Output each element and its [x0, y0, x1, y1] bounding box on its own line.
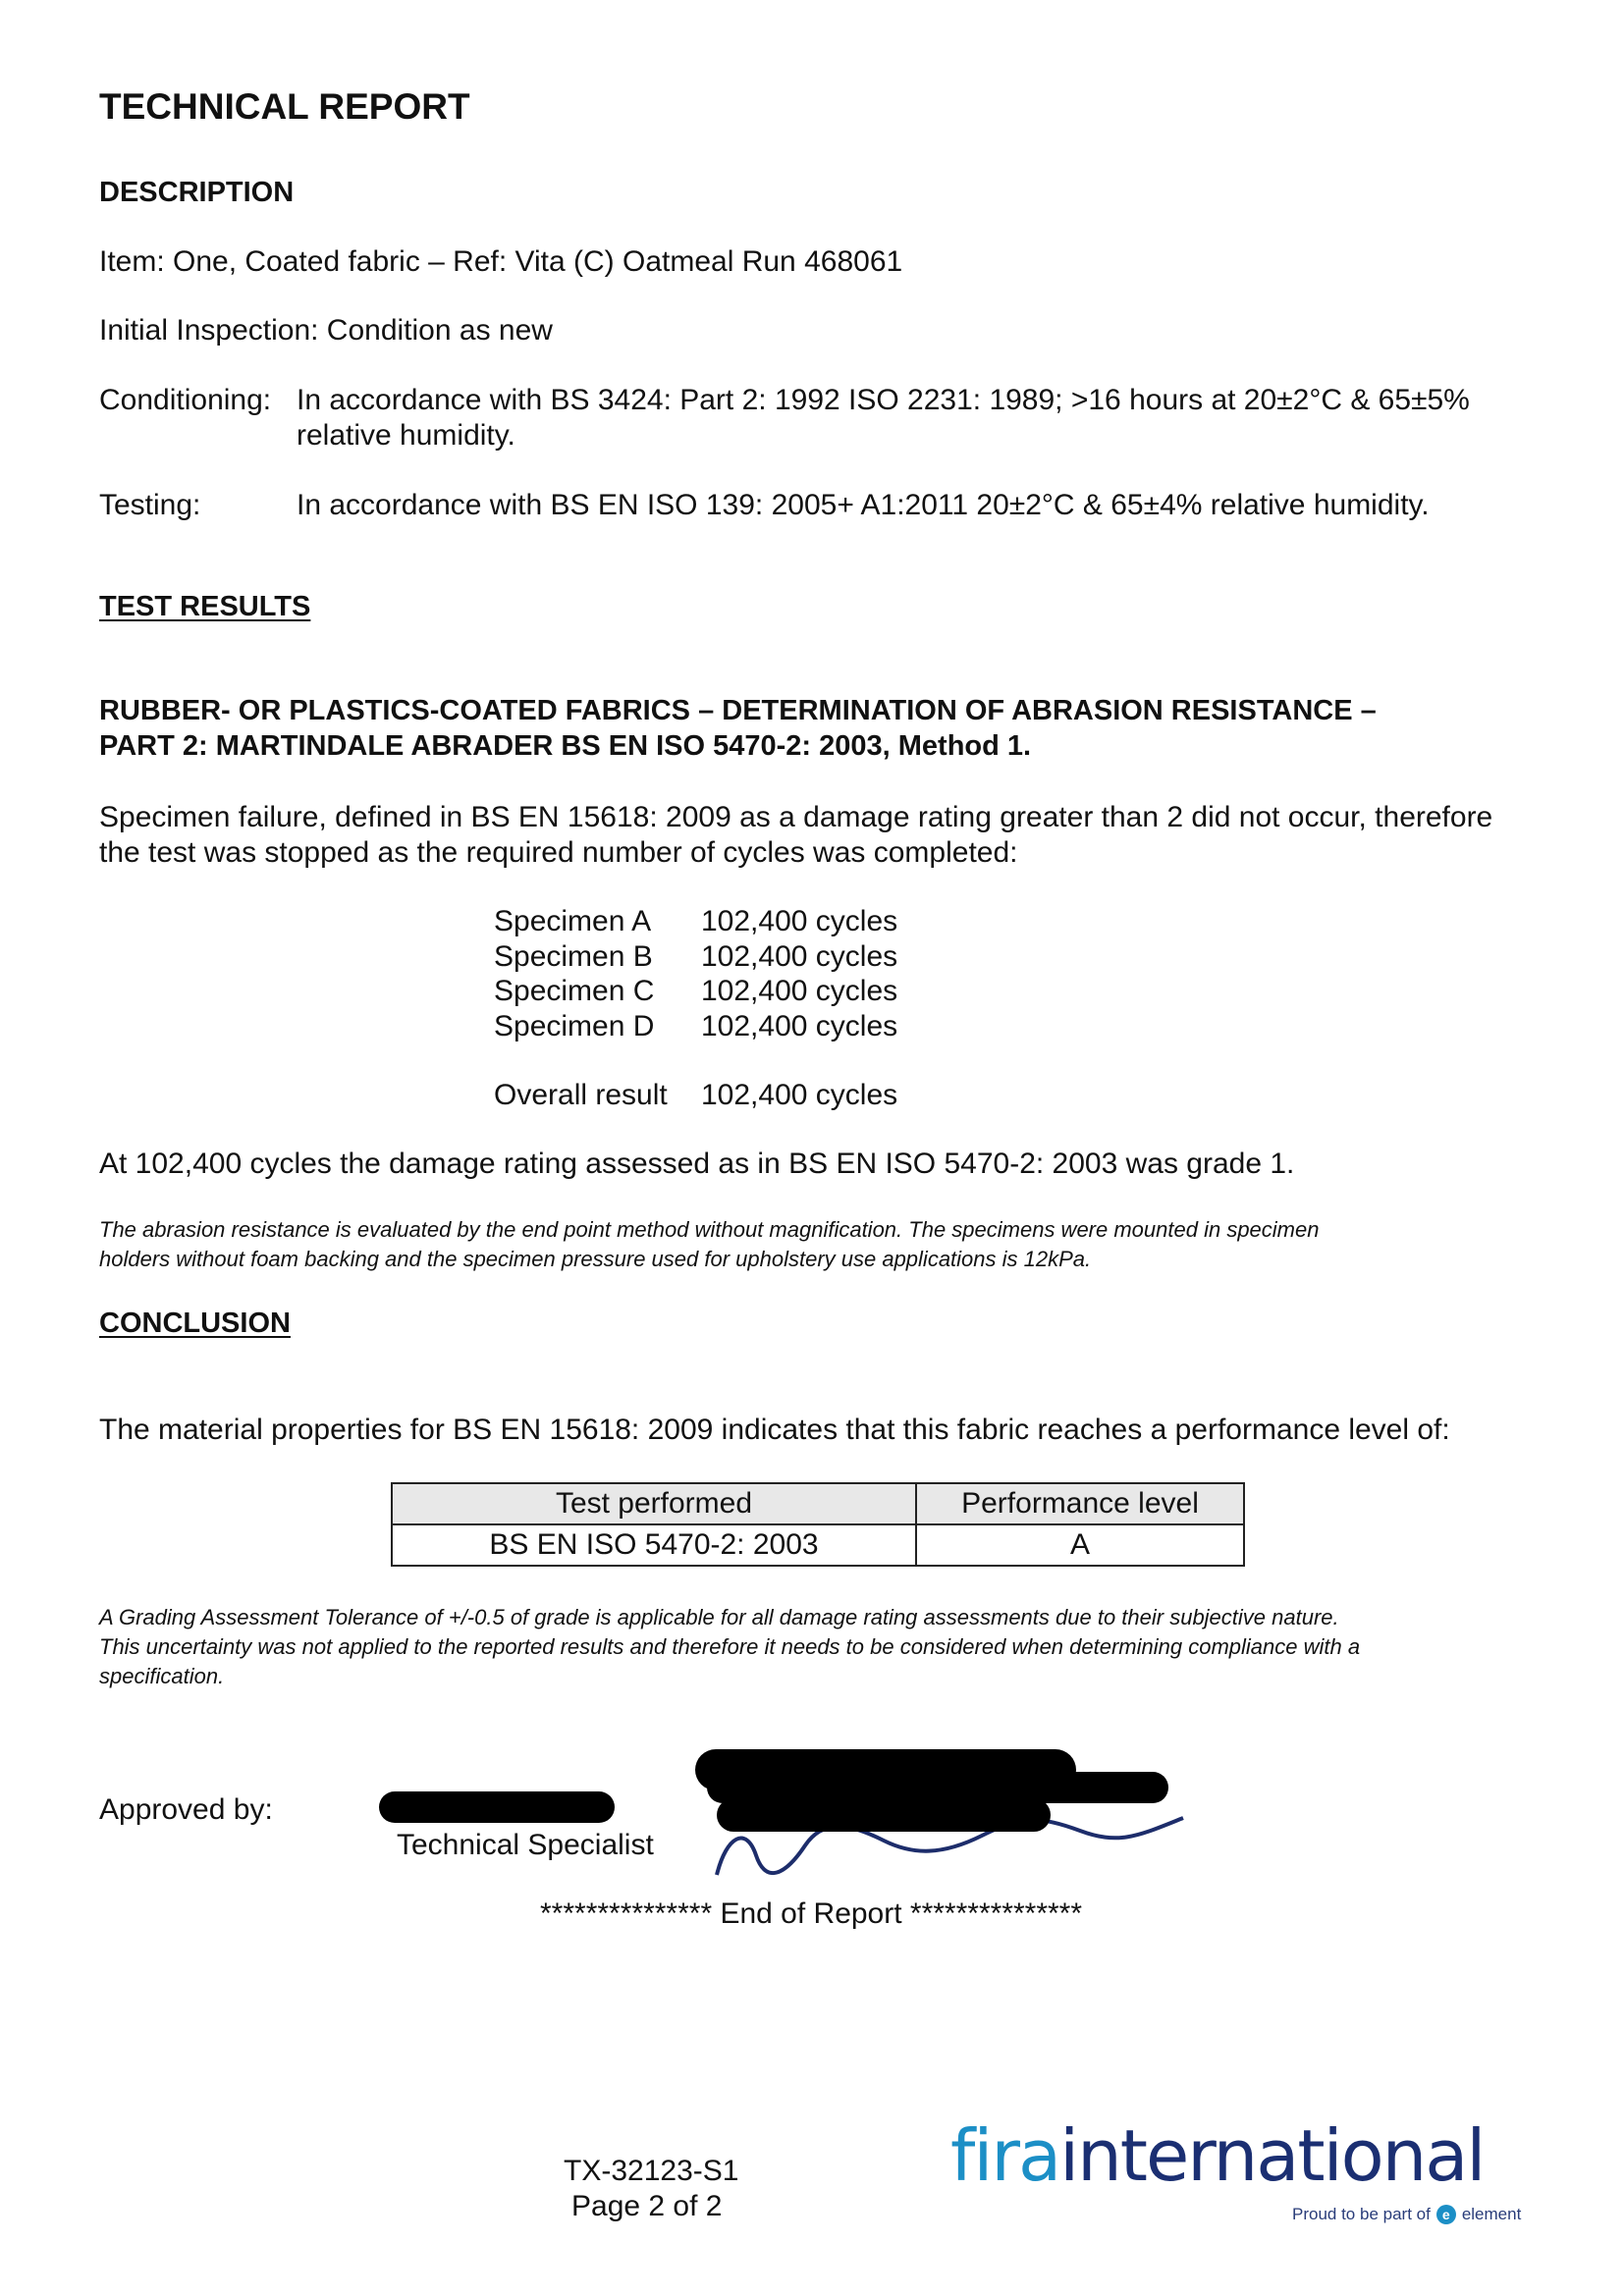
- testing-label: Testing:: [99, 489, 201, 521]
- table-row: [392, 1524, 1244, 1566]
- approver-role: Technical Specialist: [397, 1829, 654, 1861]
- end-of-report: *************** End of Report ***************: [540, 1897, 1083, 1930]
- logo-tagline-text: Proud to be part of: [1292, 2205, 1431, 2223]
- conditioning-text: In accordance with BS 3424: Part 2: 1992 ISO 2231: 1989; >16 hours at 20±2°C & 65±5% relative humidity.: [297, 384, 1470, 452]
- tolerance-note-line1: A Grading Assessment Tolerance of +/-0.5 of grade is applicable for all damage rating assessments due to their subjective nature.: [99, 1605, 1339, 1629]
- results-intro-line2: the test was stopped as the required number of cycles was completed:: [99, 836, 1018, 869]
- specimen-d-label: Specimen D: [494, 1010, 655, 1042]
- table-cell: A: [916, 1524, 1244, 1566]
- table-header-row: [392, 1483, 1244, 1524]
- redacted-signature-3: [717, 1798, 1051, 1832]
- tolerance-note-line3: specification.: [99, 1664, 225, 1688]
- conclusion-heading: CONCLUSION: [99, 1308, 291, 1339]
- page-title: TECHNICAL REPORT: [99, 86, 470, 127]
- specimen-d-value: 102,400 cycles: [701, 1010, 898, 1042]
- fira-international-logo: [950, 2114, 1522, 2223]
- overall-result-label: Overall result: [494, 1079, 668, 1111]
- description-heading: DESCRIPTION: [99, 177, 295, 208]
- results-intro-line1: Specimen failure, defined in BS EN 15618: 2009 as a damage rating greater than 2 did not occur, therefore: [99, 801, 1493, 833]
- initial-inspection-line: Initial Inspection: Condition as new: [99, 314, 553, 347]
- specimen-b-label: Specimen B: [494, 940, 653, 973]
- method-note-line2: holders without foam backing and the specimen pressure used for upholstery use applications is 12kPa.: [99, 1247, 1092, 1271]
- logo-fira-text: fira: [950, 2114, 1060, 2197]
- report-number: TX-32123-S1: [564, 2155, 739, 2187]
- testing-text: In accordance with BS EN ISO 139: 2005+ A1:2011 20±2°C & 65±4% relative humidity.: [297, 489, 1430, 521]
- table-cell: BS EN ISO 5470-2: 2003: [392, 1524, 916, 1566]
- element-logo-icon: e: [1436, 2205, 1456, 2224]
- specimen-a-value: 102,400 cycles: [701, 905, 898, 937]
- specimen-a-label: Specimen A: [494, 905, 652, 937]
- approved-by-label: Approved by:: [99, 1793, 273, 1826]
- redacted-approver-name: [379, 1791, 615, 1823]
- logo-element-text: element: [1461, 2205, 1522, 2223]
- table-header-cell: Test performed: [392, 1483, 916, 1524]
- item-line: Item: One, Coated fabric – Ref: Vita (C) Oatmeal Run 468061: [99, 245, 903, 278]
- table-header-cell: Performance level: [916, 1483, 1244, 1524]
- test-method-heading-line2: PART 2: MARTINDALE ABRADER BS EN ISO 5470-2: 2003, Method 1.: [99, 730, 1032, 762]
- specimen-c-label: Specimen C: [494, 975, 655, 1007]
- damage-rating-line: At 102,400 cycles the damage rating assessed as in BS EN ISO 5470-2: 2003 was grade 1.: [99, 1148, 1295, 1180]
- page-number: Page 2 of 2: [571, 2190, 723, 2222]
- specimen-c-value: 102,400 cycles: [701, 975, 898, 1007]
- method-note-line1: The abrasion resistance is evaluated by the end point method without magnification. The specimens were mounted in specimen: [99, 1217, 1320, 1242]
- test-results-heading: TEST RESULTS: [99, 591, 311, 622]
- conclusion-text: The material properties for BS EN 15618: 2009 indicates that this fabric reaches a performance level of:: [99, 1414, 1450, 1446]
- tolerance-note-line2: This uncertainty was not applied to the reported results and therefore it needs to be considered when determining compliance with a: [99, 1634, 1361, 1659]
- performance-table: [391, 1482, 1245, 1567]
- test-method-heading-line1: RUBBER- OR PLASTICS-COATED FABRICS – DETERMINATION OF ABRASION RESISTANCE –: [99, 695, 1377, 726]
- specimen-b-value: 102,400 cycles: [701, 940, 898, 973]
- overall-result-value: 102,400 cycles: [701, 1079, 898, 1111]
- conditioning-label: Conditioning:: [99, 384, 272, 416]
- logo-international-text: international: [1059, 2114, 1485, 2197]
- logo-tagline: [1292, 2205, 1521, 2224]
